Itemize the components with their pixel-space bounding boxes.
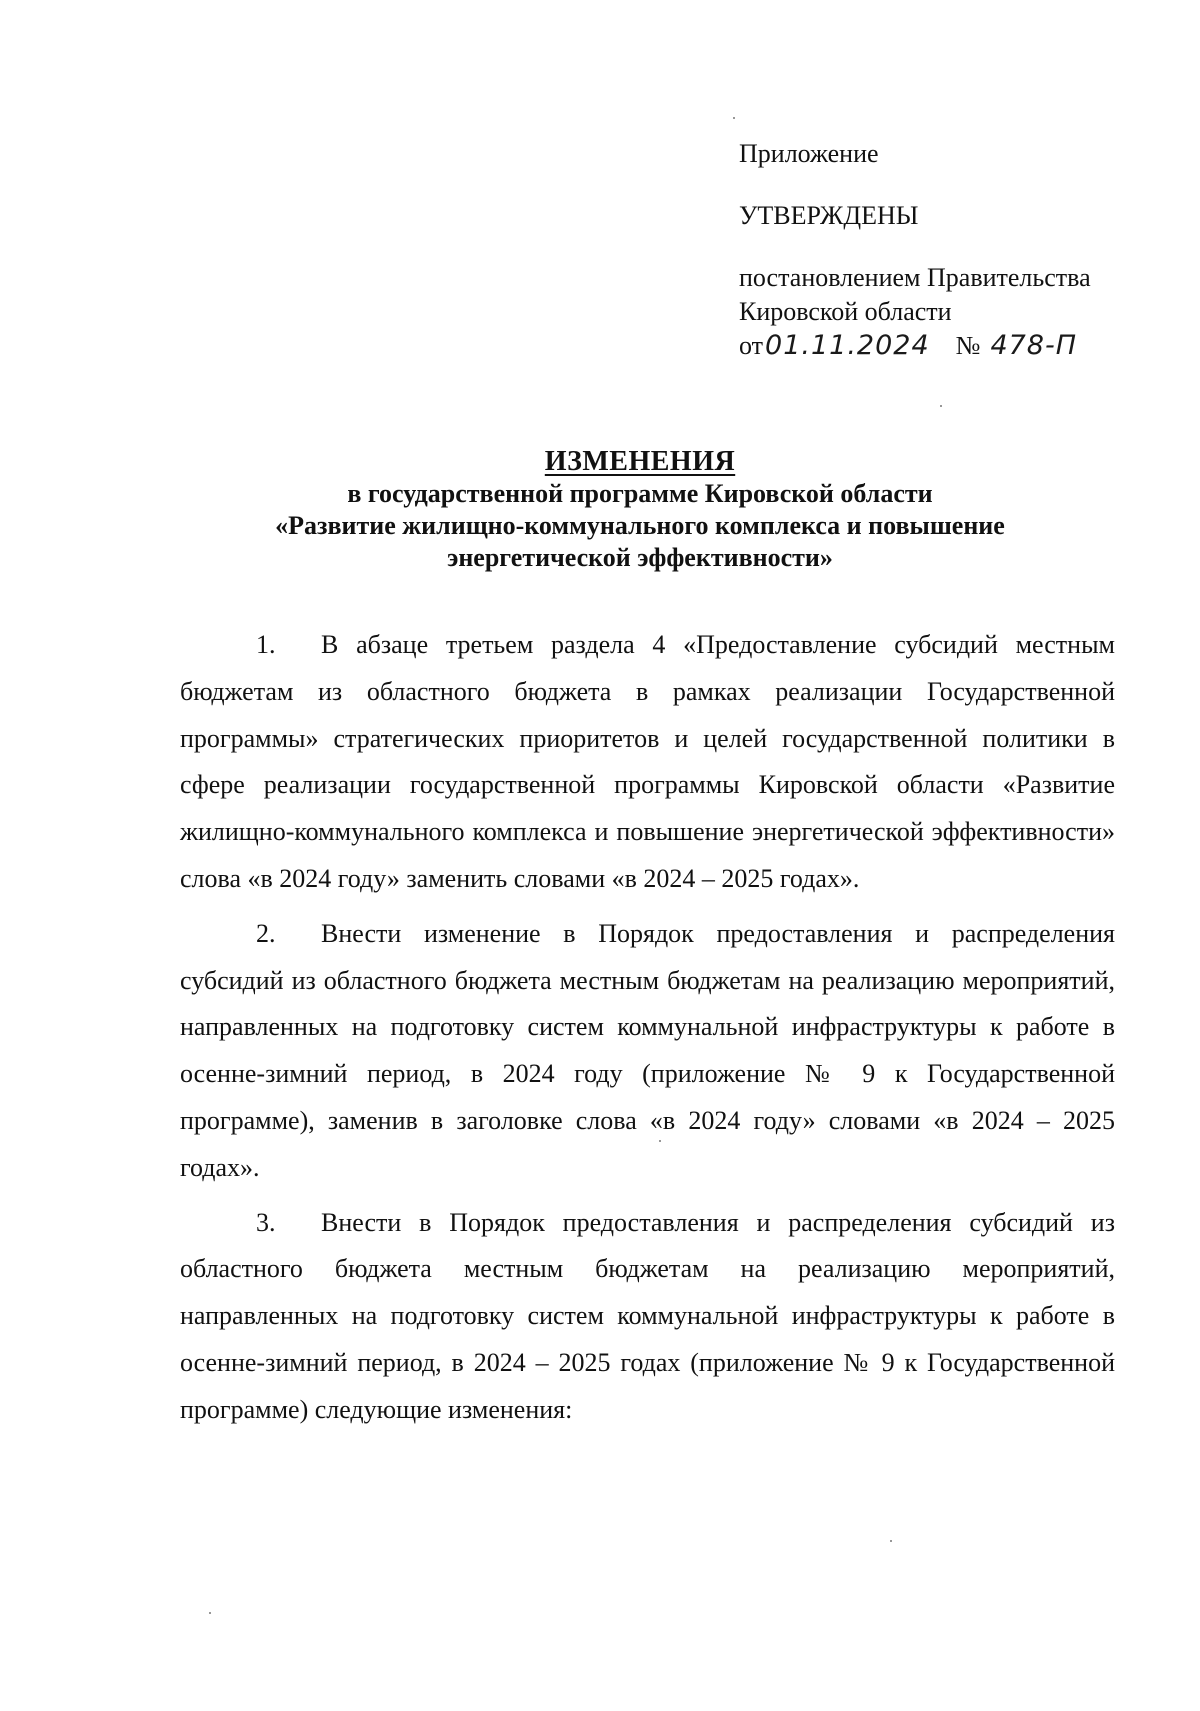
resolution-line-1: постановлением Правительства	[739, 263, 1091, 292]
paragraph-text: В абзаце третьем раздела 4 «Предоставление субсидий местным бюджетам из областного бюджета в рамках реализации Государственной программы» стратегических приоритетов и целей государственной политики в сфере реализации государственной программы Кировской области «Развитие жилищно-коммунального комплекса и повышение энергетической эффективности» слова «в 2024 году» заменить словами «в 2024 – 2025 годах».	[180, 630, 1115, 893]
paragraph-2	[180, 911, 1115, 1192]
paragraph-text: Внести в Порядок предоставления и распределения субсидий из областного бюджета местным бюджетам на реализацию мероприятий, направленных на подготовку систем коммунальной инфраструктуры к работе в осенне-зимний период, в 2024 – 2025 годах (приложение № 9 к Государственной программе) следующие изменения:	[180, 1207, 1115, 1424]
paragraph-number: 2.	[256, 918, 276, 948]
title-line-2: «Развитие жилищно-коммунального комплекса и повышение	[275, 511, 1005, 540]
paragraph-text: Внести изменение в Порядок предоставления и распределения субсидий из областного бюджета местным бюджетам на реализацию мероприятий, направленных на подготовку систем коммунальной инфраструктуры к работе в осенне-зимний период, в 2024 году (приложение № 9 к Государственной программе), заменив в заголовке слова «в 2024 году» словами «в 2024 – 2025 годах».	[180, 918, 1115, 1182]
scan-speck	[659, 1140, 661, 1142]
document-title	[160, 446, 1120, 574]
handwritten-date: 01.11.2024	[765, 330, 930, 361]
resolution-date-number-line	[739, 329, 1159, 363]
paragraph-3	[180, 1200, 1115, 1434]
number-sign: №	[955, 331, 981, 360]
resolution-line-2: Кировской области	[739, 297, 952, 326]
appendix-label: Приложение	[739, 139, 879, 168]
paragraph-number: 3.	[256, 1207, 276, 1237]
date-prefix: от	[739, 331, 764, 360]
title-line-3: энергетической эффективности»	[447, 543, 833, 572]
scan-speck	[209, 1612, 211, 1614]
paragraph-1	[180, 622, 1115, 903]
handwritten-number: 478-П	[990, 330, 1078, 361]
approval-block	[739, 137, 1159, 363]
title-line-1: в государственной программе Кировской области	[347, 479, 933, 508]
paragraph-number: 1.	[256, 630, 276, 659]
scan-speck	[733, 117, 735, 119]
title-heading: ИЗМЕНЕНИЯ	[544, 446, 736, 477]
scan-speck	[940, 405, 942, 407]
scan-speck	[890, 1540, 892, 1542]
document-body	[180, 622, 1115, 1442]
approved-label: УТВЕРЖДЕНЫ	[739, 201, 919, 230]
